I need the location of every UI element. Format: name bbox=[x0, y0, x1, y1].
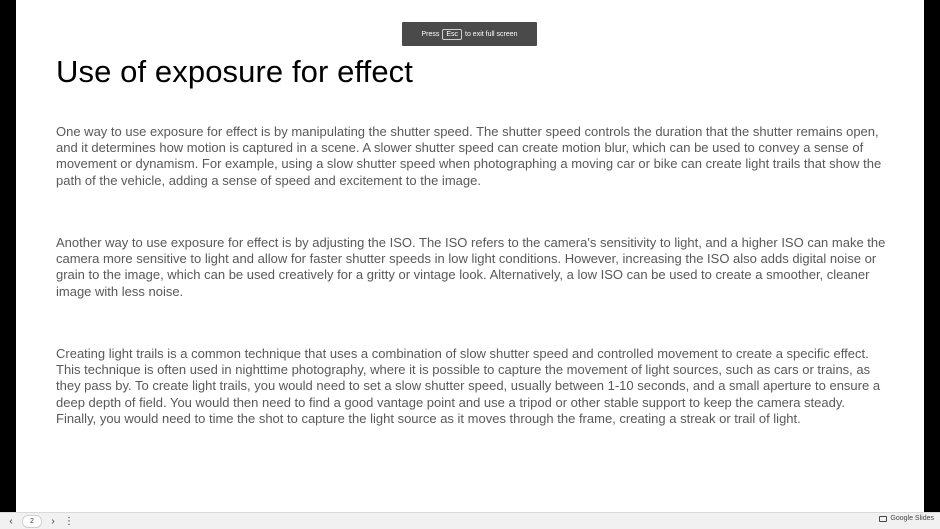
slide-paragraph-3: Creating light trails is a common technique that uses a combination of slow shutter speed and controlled movement to create a specific effect. This technique is often used in nighttime photography, where it is possible to capture the movement of light sources, such as cars or trains, as they pass by. To create light trails, you would need to set a slow shutter speed, usually between 1-10 seconds, and a small aperture to ensure a deep depth of field. You would then need to find a good vantage point and use a tripod or other stable support to keep the camera steady. Finally, you would need to time the shot to capture the light source as it moves through the frame, creating a streak or trail of light. bbox=[56, 346, 881, 426]
exit-fullscreen-toast bbox=[402, 22, 537, 46]
chevron-right-icon: › bbox=[51, 515, 55, 527]
slide-title: Use of exposure for effect bbox=[56, 54, 413, 89]
options-menu-button[interactable] bbox=[62, 514, 76, 528]
presenter-controls-bar bbox=[0, 512, 940, 529]
chevron-left-icon: ‹ bbox=[9, 515, 13, 527]
presentation-icon bbox=[879, 516, 887, 522]
esc-key-badge: Esc bbox=[442, 29, 462, 40]
brand-label: Google Slides bbox=[890, 515, 934, 522]
slide-canvas bbox=[16, 0, 924, 512]
more-vert-icon: ⋮ bbox=[64, 515, 74, 527]
toast-prefix: Press bbox=[421, 30, 440, 38]
slide-number-input[interactable]: 2 bbox=[22, 515, 42, 528]
google-slides-brand[interactable] bbox=[879, 515, 934, 522]
next-slide-button[interactable] bbox=[46, 514, 60, 528]
previous-slide-button[interactable] bbox=[4, 514, 18, 528]
slide-paragraph-1: One way to use exposure for effect is by manipulating the shutter speed. The shutter speed controls the duration that the shutter remains open, and it determines how motion is captured in a scene. A slower shutter speed can create motion blur, which can be used to convey a sense of movement or dynamism. For example, using a slow shutter speed when photographing a moving car or bike can create light trails that show the path of the vehicle, adding a sense of speed and excitement to the image. bbox=[56, 124, 882, 188]
slide-paragraph-2: Another way to use exposure for effect is by adjusting the ISO. The ISO refers to the camera's sensitivity to light, and a higher ISO can make the camera more sensitive to light and allow for faster shutter speeds in low light conditions. However, increasing the ISO also adds digital noise or grain to the image, which can be used creatively for a gritty or vintage look. Alternatively, a low ISO can be used to create a smoother, cleaner image with less noise. bbox=[56, 235, 886, 299]
toast-suffix: to exit full screen bbox=[465, 30, 518, 38]
